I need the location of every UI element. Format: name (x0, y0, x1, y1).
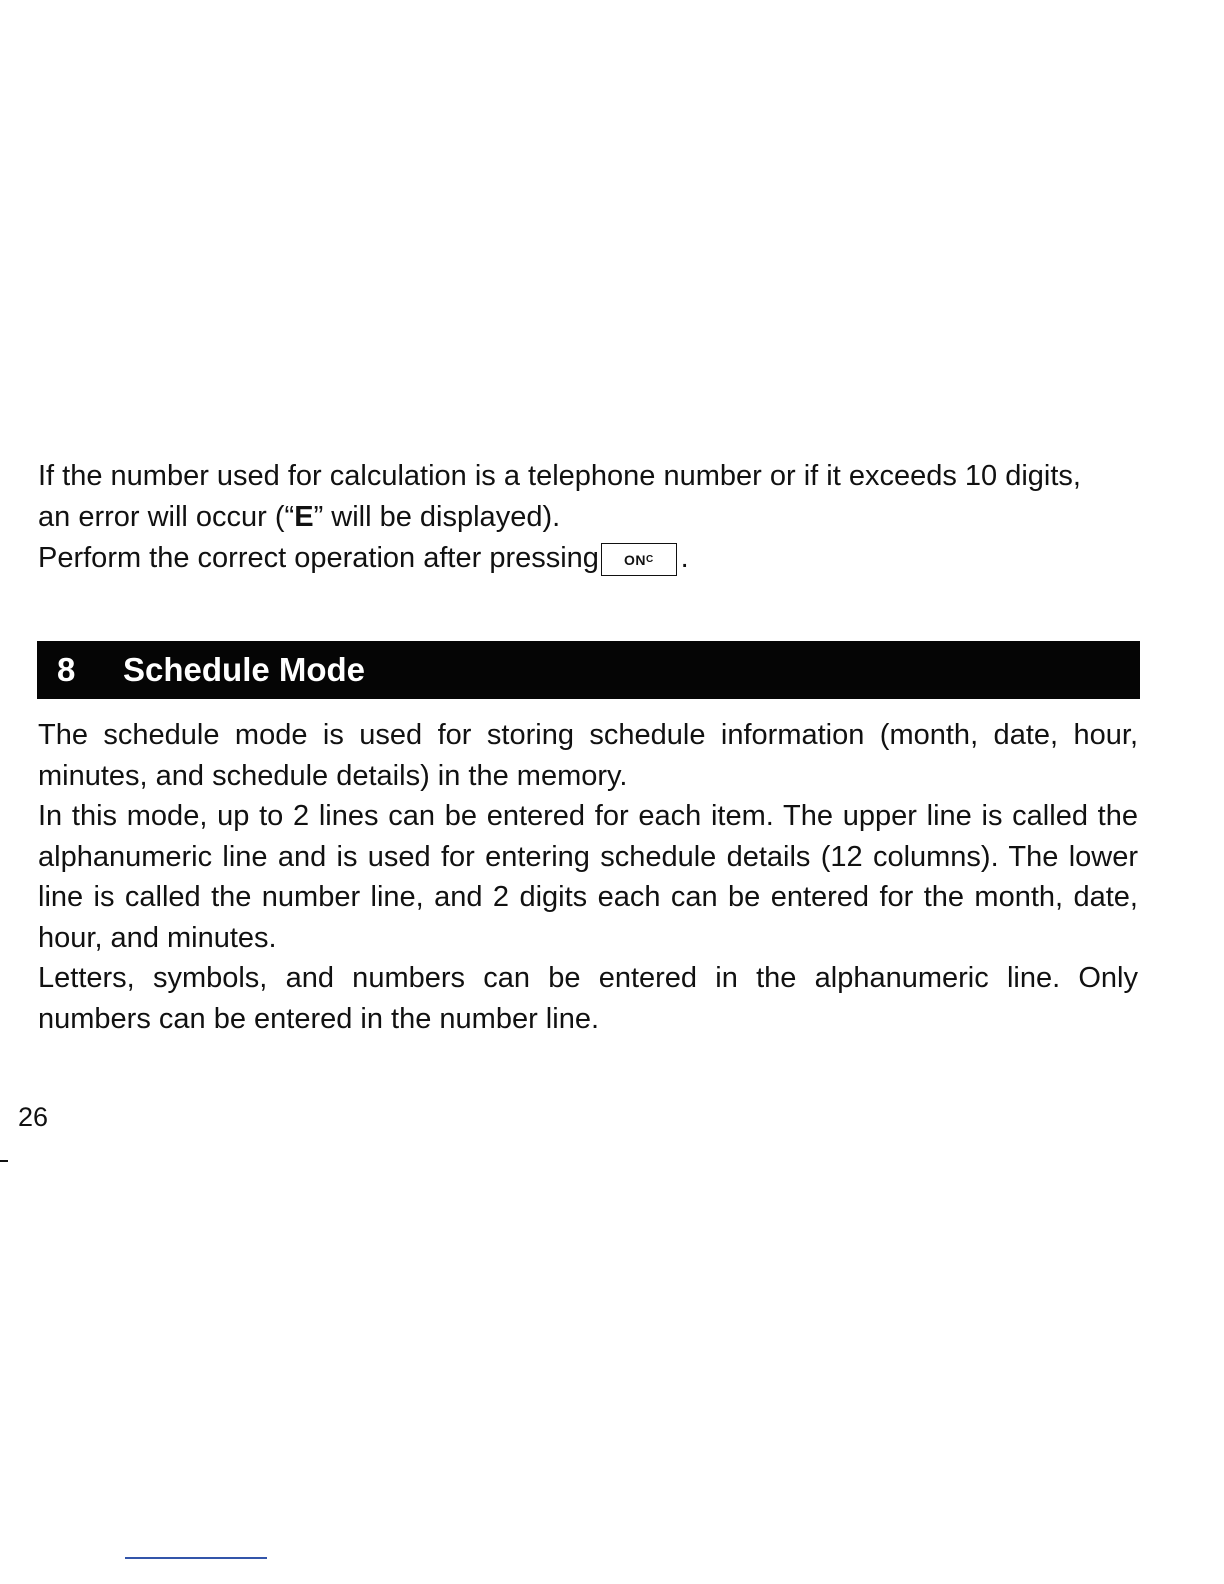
bottom-rule (125, 1557, 267, 1559)
body-paragraph-3: Letters, symbols, and numbers can be entered in the alphanumeric line. Only numbers can be entered in the number line. (38, 962, 1138, 1035)
intro-line-2-post: ” will be displayed). (313, 501, 561, 533)
intro-line-1: If the number used for calculation is a telephone number or if it exceeds 10 digits, (38, 460, 1081, 492)
intro-line-3-post: . (680, 542, 689, 574)
intro-line-2 (38, 497, 1148, 538)
body-paragraph-1: The schedule mode is used for storing schedule information (month, date, hour, minutes, and schedule details) in the memory. (38, 719, 1138, 792)
section-body (38, 715, 1138, 1039)
margin-dash (0, 1160, 8, 1162)
key-label-main: ON (623, 552, 646, 568)
section-number: 8 (57, 651, 76, 688)
section-title: Schedule Mode (123, 651, 366, 688)
page-number: 26 (18, 1102, 49, 1132)
section-heading (37, 641, 1140, 699)
intro-line-3-pre: Perform the correct operation after pressing (38, 542, 599, 574)
onc-key-icon (601, 543, 677, 576)
intro-line-3 (38, 538, 1148, 579)
body-paragraph-2: In this mode, up to 2 lines can be entered for each item. The upper line is called the alphanumeric line and is used for entering schedule details (12 columns). The lower line is called the number line, and 2 digits each can be entered for the month, date, hour, and minutes. (38, 800, 1138, 954)
intro-line-2-pre: an error will occur (“ (38, 501, 295, 533)
key-label-sup: C (645, 554, 654, 565)
error-symbol: E (294, 501, 314, 533)
intro-text (38, 456, 1148, 579)
